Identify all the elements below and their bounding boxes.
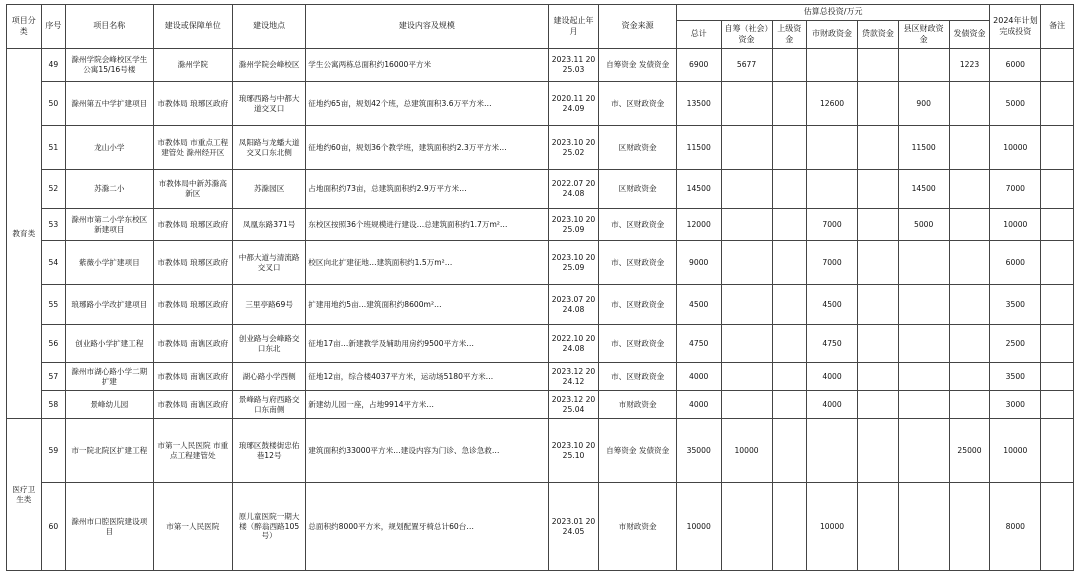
cell-bond (949, 391, 990, 419)
cell-city: 4750 (807, 325, 858, 363)
cell-unit: 市教体局 琅琊区政府 (153, 209, 232, 241)
cell-source: 区财政资金 (599, 126, 676, 170)
table-row (7, 126, 1074, 170)
cell-source: 自筹资金 发债资金 (599, 49, 676, 82)
cell-name: 滁州学院会峰校区学生公寓15/16号楼 (66, 49, 154, 82)
cell-note (1041, 241, 1074, 285)
cell-unit: 市教体局 南谯区政府 (153, 363, 232, 391)
cell-plan: 10000 (990, 126, 1041, 170)
cell-period: 2023.10 2025.09 (548, 209, 599, 241)
cell-period: 2023.10 2025.02 (548, 126, 599, 170)
cell-city: 7000 (807, 209, 858, 241)
cell-plan: 5000 (990, 82, 1041, 126)
cell-loan (858, 241, 899, 285)
cell-city: 4000 (807, 391, 858, 419)
cell-bond (949, 209, 990, 241)
cell-no: 52 (41, 170, 65, 209)
cell-note (1041, 285, 1074, 325)
cell-period: 2023.12 2025.04 (548, 391, 599, 419)
cell-upper (772, 209, 807, 241)
cell-self (721, 325, 772, 363)
category-cell: 教育类 (7, 49, 42, 419)
cell-total: 11500 (676, 126, 721, 170)
header-county-fund: 县区财政资金 (898, 21, 949, 49)
cell-no: 50 (41, 82, 65, 126)
cell-upper (772, 82, 807, 126)
cell-period: 2020.11 2024.09 (548, 82, 599, 126)
cell-plan: 8000 (990, 483, 1041, 571)
cell-county (898, 241, 949, 285)
cell-loc: 景峰路与府西路交口东南侧 (232, 391, 305, 419)
cell-content: 征地约60亩，规划36个教学班，建筑面积约2.3万平方米… (306, 126, 548, 170)
cell-self (721, 391, 772, 419)
cell-period: 2023.10 2025.09 (548, 241, 599, 285)
cell-period: 2022.07 2024.08 (548, 170, 599, 209)
cell-source: 市、区财政资金 (599, 363, 676, 391)
cell-self (721, 363, 772, 391)
cell-upper (772, 419, 807, 483)
cell-period: 2022.10 2024.08 (548, 325, 599, 363)
cell-period: 2023.07 2024.08 (548, 285, 599, 325)
cell-loan (858, 82, 899, 126)
header-total: 总计 (676, 21, 721, 49)
header-loan-fund: 贷款资金 (858, 21, 899, 49)
cell-period: 2023.01 2024.05 (548, 483, 599, 571)
cell-upper (772, 285, 807, 325)
cell-no: 59 (41, 419, 65, 483)
header-category: 项目分类 (7, 5, 42, 49)
cell-content: 东校区按照36个班规模进行建设…总建筑面积约1.7万m²… (306, 209, 548, 241)
cell-name: 滁州市第二小学东校区新建项目 (66, 209, 154, 241)
header-location: 建设地点 (232, 5, 305, 49)
cell-bond (949, 82, 990, 126)
cell-total: 4750 (676, 325, 721, 363)
cell-plan: 6000 (990, 49, 1041, 82)
table-row (7, 363, 1074, 391)
cell-city: 10000 (807, 483, 858, 571)
cell-loc: 琅琊西路与中都大道交叉口 (232, 82, 305, 126)
cell-unit: 市教体局 南谯区政府 (153, 325, 232, 363)
cell-no: 56 (41, 325, 65, 363)
cell-unit: 市教体局中新苏滁高新区 (153, 170, 232, 209)
cell-loan (858, 170, 899, 209)
cell-total: 12000 (676, 209, 721, 241)
header-note: 备注 (1041, 5, 1074, 49)
cell-total: 4000 (676, 391, 721, 419)
cell-note (1041, 209, 1074, 241)
cell-county: 11500 (898, 126, 949, 170)
header-city-fund: 市财政资金 (807, 21, 858, 49)
cell-bond (949, 363, 990, 391)
cell-city (807, 419, 858, 483)
header-name: 项目名称 (66, 5, 154, 49)
cell-period: 2023.10 2025.10 (548, 419, 599, 483)
cell-source: 自筹资金 发债资金 (599, 419, 676, 483)
cell-county (898, 483, 949, 571)
cell-source: 市、区财政资金 (599, 82, 676, 126)
table-row (7, 170, 1074, 209)
cell-loan (858, 209, 899, 241)
table-row (7, 483, 1074, 571)
cell-source: 市、区财政资金 (599, 241, 676, 285)
cell-loan (858, 325, 899, 363)
cell-city: 4000 (807, 363, 858, 391)
header-bond-fund: 发债资金 (949, 21, 990, 49)
cell-no: 57 (41, 363, 65, 391)
cell-bond (949, 325, 990, 363)
header-source: 资金来源 (599, 5, 676, 49)
cell-city: 4500 (807, 285, 858, 325)
table-row (7, 391, 1074, 419)
cell-county: 5000 (898, 209, 949, 241)
cell-upper (772, 363, 807, 391)
cell-unit: 市第一人民医院 市重点工程建管处 (153, 419, 232, 483)
cell-loc: 凤阳路与龙蟠大道交叉口东北侧 (232, 126, 305, 170)
cell-note (1041, 170, 1074, 209)
table-row (7, 49, 1074, 82)
project-table (6, 4, 1074, 571)
cell-self (721, 82, 772, 126)
cell-plan: 2500 (990, 325, 1041, 363)
cell-no: 60 (41, 483, 65, 571)
cell-bond: 25000 (949, 419, 990, 483)
cell-note (1041, 325, 1074, 363)
cell-unit: 市第一人民医院 (153, 483, 232, 571)
cell-name: 滁州市口腔医院建设项目 (66, 483, 154, 571)
cell-loc: 苏滁园区 (232, 170, 305, 209)
table-wrap (6, 4, 1074, 571)
cell-plan: 7000 (990, 170, 1041, 209)
cell-name: 紫薇小学扩建项目 (66, 241, 154, 285)
cell-no: 54 (41, 241, 65, 285)
cell-no: 55 (41, 285, 65, 325)
cell-name: 滁州市湖心路小学二期扩建 (66, 363, 154, 391)
category-cell: 医疗卫生类 (7, 419, 42, 571)
cell-note (1041, 483, 1074, 571)
cell-self: 10000 (721, 419, 772, 483)
cell-unit: 市教体局 市重点工程建管处 滁州经开区 (153, 126, 232, 170)
cell-period: 2023.11 2025.03 (548, 49, 599, 82)
cell-self: 5677 (721, 49, 772, 82)
cell-source: 市财政资金 (599, 391, 676, 419)
cell-bond: 1223 (949, 49, 990, 82)
cell-self (721, 209, 772, 241)
cell-note (1041, 419, 1074, 483)
cell-self (721, 126, 772, 170)
cell-content: 占地面积约73亩，总建筑面积约2.9万平方米… (306, 170, 548, 209)
table-row (7, 419, 1074, 483)
cell-unit: 市教体局 南谯区政府 (153, 391, 232, 419)
cell-total: 35000 (676, 419, 721, 483)
cell-loan (858, 391, 899, 419)
cell-note (1041, 391, 1074, 419)
table-row (7, 82, 1074, 126)
cell-unit: 市教体局 琅琊区政府 (153, 82, 232, 126)
header-upper-fund: 上级资金 (772, 21, 807, 49)
header-period: 建设起止年月 (548, 5, 599, 49)
header-investment: 估算总投资/万元 (676, 5, 990, 21)
cell-total: 13500 (676, 82, 721, 126)
cell-name: 琅琊路小学改扩建项目 (66, 285, 154, 325)
cell-unit: 滁州学院 (153, 49, 232, 82)
cell-no: 49 (41, 49, 65, 82)
cell-content: 征地17亩…新建教学及辅助用房约9500平方米… (306, 325, 548, 363)
header-number: 序号 (41, 5, 65, 49)
table-row (7, 325, 1074, 363)
cell-loan (858, 483, 899, 571)
cell-no: 53 (41, 209, 65, 241)
cell-content: 学生公寓两栋总面积约16000平方米 (306, 49, 548, 82)
cell-county (898, 419, 949, 483)
cell-county (898, 49, 949, 82)
cell-self (721, 241, 772, 285)
cell-upper (772, 170, 807, 209)
cell-source: 市、区财政资金 (599, 325, 676, 363)
cell-loc: 凤凰东路371号 (232, 209, 305, 241)
cell-content: 扩建用地约5亩…建筑面积约8600m²… (306, 285, 548, 325)
cell-county (898, 325, 949, 363)
cell-name: 市一院北院区扩建工程 (66, 419, 154, 483)
cell-source: 市财政资金 (599, 483, 676, 571)
cell-plan: 10000 (990, 209, 1041, 241)
header-plan: 2024年计划完成投资 (990, 5, 1041, 49)
cell-loc: 滁州学院会峰校区 (232, 49, 305, 82)
table-row (7, 241, 1074, 285)
cell-upper (772, 49, 807, 82)
cell-note (1041, 49, 1074, 82)
cell-city (807, 126, 858, 170)
cell-name: 龙山小学 (66, 126, 154, 170)
table-row (7, 209, 1074, 241)
cell-total: 6900 (676, 49, 721, 82)
table-body (7, 49, 1074, 571)
cell-county: 900 (898, 82, 949, 126)
cell-county (898, 285, 949, 325)
cell-name: 滁州第五中学扩建项目 (66, 82, 154, 126)
header-content: 建设内容及规模 (306, 5, 548, 49)
cell-source: 市、区财政资金 (599, 209, 676, 241)
cell-total: 4500 (676, 285, 721, 325)
cell-name: 创业路小学扩建工程 (66, 325, 154, 363)
cell-loan (858, 419, 899, 483)
cell-loan (858, 126, 899, 170)
cell-county (898, 363, 949, 391)
cell-unit: 市教体局 琅琊区政府 (153, 241, 232, 285)
cell-upper (772, 325, 807, 363)
cell-source: 市、区财政资金 (599, 285, 676, 325)
cell-note (1041, 363, 1074, 391)
cell-loc: 原儿童医院一期大楼（醉翁西路105号） (232, 483, 305, 571)
cell-plan: 3500 (990, 363, 1041, 391)
cell-no: 51 (41, 126, 65, 170)
cell-bond (949, 126, 990, 170)
cell-period: 2023.12 2024.12 (548, 363, 599, 391)
cell-plan: 3500 (990, 285, 1041, 325)
cell-loc: 创业路与会峰路交口东北 (232, 325, 305, 363)
cell-self (721, 285, 772, 325)
cell-upper (772, 391, 807, 419)
header-unit: 建设或保障单位 (153, 5, 232, 49)
table-row (7, 285, 1074, 325)
cell-bond (949, 241, 990, 285)
cell-upper (772, 483, 807, 571)
cell-name: 景峰幼儿园 (66, 391, 154, 419)
cell-bond (949, 285, 990, 325)
cell-total: 9000 (676, 241, 721, 285)
cell-loc: 湖心路小学西侧 (232, 363, 305, 391)
cell-self (721, 483, 772, 571)
header-self-fund: 自筹（社会）资金 (721, 21, 772, 49)
cell-source: 区财政资金 (599, 170, 676, 209)
cell-city: 12600 (807, 82, 858, 126)
cell-county: 14500 (898, 170, 949, 209)
cell-city (807, 170, 858, 209)
cell-content: 建筑面积约33000平方米…建设内容为门诊、急诊急救… (306, 419, 548, 483)
cell-loc: 中都大道与清流路交叉口 (232, 241, 305, 285)
cell-bond (949, 170, 990, 209)
cell-total: 10000 (676, 483, 721, 571)
cell-loc: 琅琊区鼓楼街忠佑巷12号 (232, 419, 305, 483)
cell-city (807, 49, 858, 82)
cell-upper (772, 241, 807, 285)
cell-content: 新建幼儿园一座，占地9914平方米… (306, 391, 548, 419)
cell-content: 总面积约8000平方米，规划配置牙椅总计60台… (306, 483, 548, 571)
cell-content: 征地约65亩，规划42个班，总建筑面积3.6万平方米… (306, 82, 548, 126)
cell-loan (858, 49, 899, 82)
cell-self (721, 170, 772, 209)
cell-plan: 3000 (990, 391, 1041, 419)
cell-total: 4000 (676, 363, 721, 391)
cell-plan: 10000 (990, 419, 1041, 483)
cell-note (1041, 82, 1074, 126)
cell-bond (949, 483, 990, 571)
cell-content: 征地12亩，综合楼4037平方米，运动场5180平方米… (306, 363, 548, 391)
cell-loan (858, 363, 899, 391)
cell-no: 58 (41, 391, 65, 419)
cell-loan (858, 285, 899, 325)
cell-city: 7000 (807, 241, 858, 285)
cell-county (898, 391, 949, 419)
cell-name: 苏滁二小 (66, 170, 154, 209)
cell-note (1041, 126, 1074, 170)
cell-unit: 市教体局 琅琊区政府 (153, 285, 232, 325)
cell-total: 14500 (676, 170, 721, 209)
cell-content: 校区向北扩建征地…建筑面积约1.5万m²… (306, 241, 548, 285)
cell-plan: 6000 (990, 241, 1041, 285)
cell-upper (772, 126, 807, 170)
cell-loc: 三里亭路69号 (232, 285, 305, 325)
